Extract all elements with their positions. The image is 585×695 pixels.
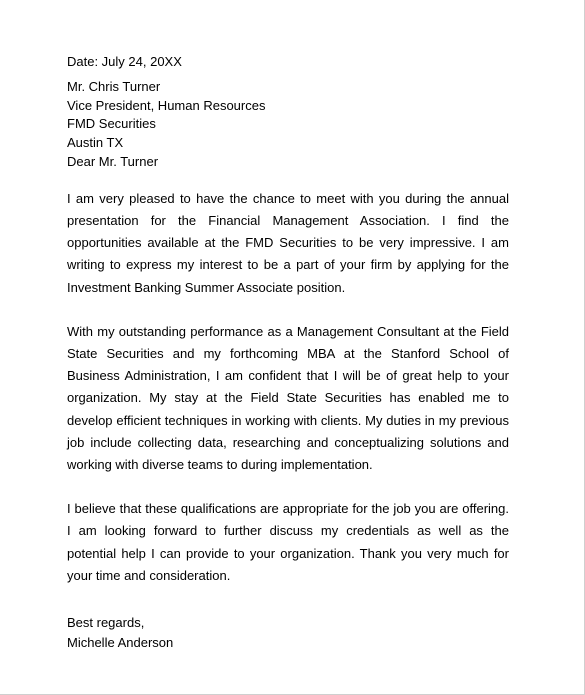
body-paragraph-1: I am very pleased to have the chance to meet with you during the annual presentation for the Financial Management Association. I find the opportunities available at the FMD Securities to be very impressive. I am writing to express my interest to be a part of your firm by applying for the Investment Banking Summer Associate position. [67, 190, 509, 295]
body-paragraph-3: I believe that these qualifications are appropriate for the job you are offering. I am looking forward to further discuss my credentials as well as the potential help I can provide to your organization. Thank you very much for your time and consideration. [67, 501, 509, 583]
letter-closing [67, 613, 509, 653]
recipient-city: Austin TX [67, 135, 124, 151]
cover-letter [67, 53, 509, 653]
body-paragraph-2: With my outstanding performance as a Management Consultant at the Field State Securities and my forthcoming MBA at the Stanford School of Business Administration, I am confident that I will be of great help to your organization. My stay at the Field State Securities has enabled me to develop efficient techniques in working with clients. My duties in my previous job include collecting data, researching and conceptualizing solutions and working with diverse teams to during implementation. [67, 323, 509, 473]
recipient-name: Mr. Chris Turner [67, 78, 161, 94]
closing-phrase: Best regards, [67, 615, 145, 631]
letter-date: Date: July 24, 20XX [67, 54, 182, 69]
recipient-address [67, 78, 509, 153]
signature-name: Michelle Anderson [67, 635, 174, 651]
recipient-company: FMD Securities [67, 116, 156, 132]
recipient-title: Vice President, Human Resources [67, 97, 266, 113]
salutation: Dear Mr. Turner [67, 153, 159, 169]
